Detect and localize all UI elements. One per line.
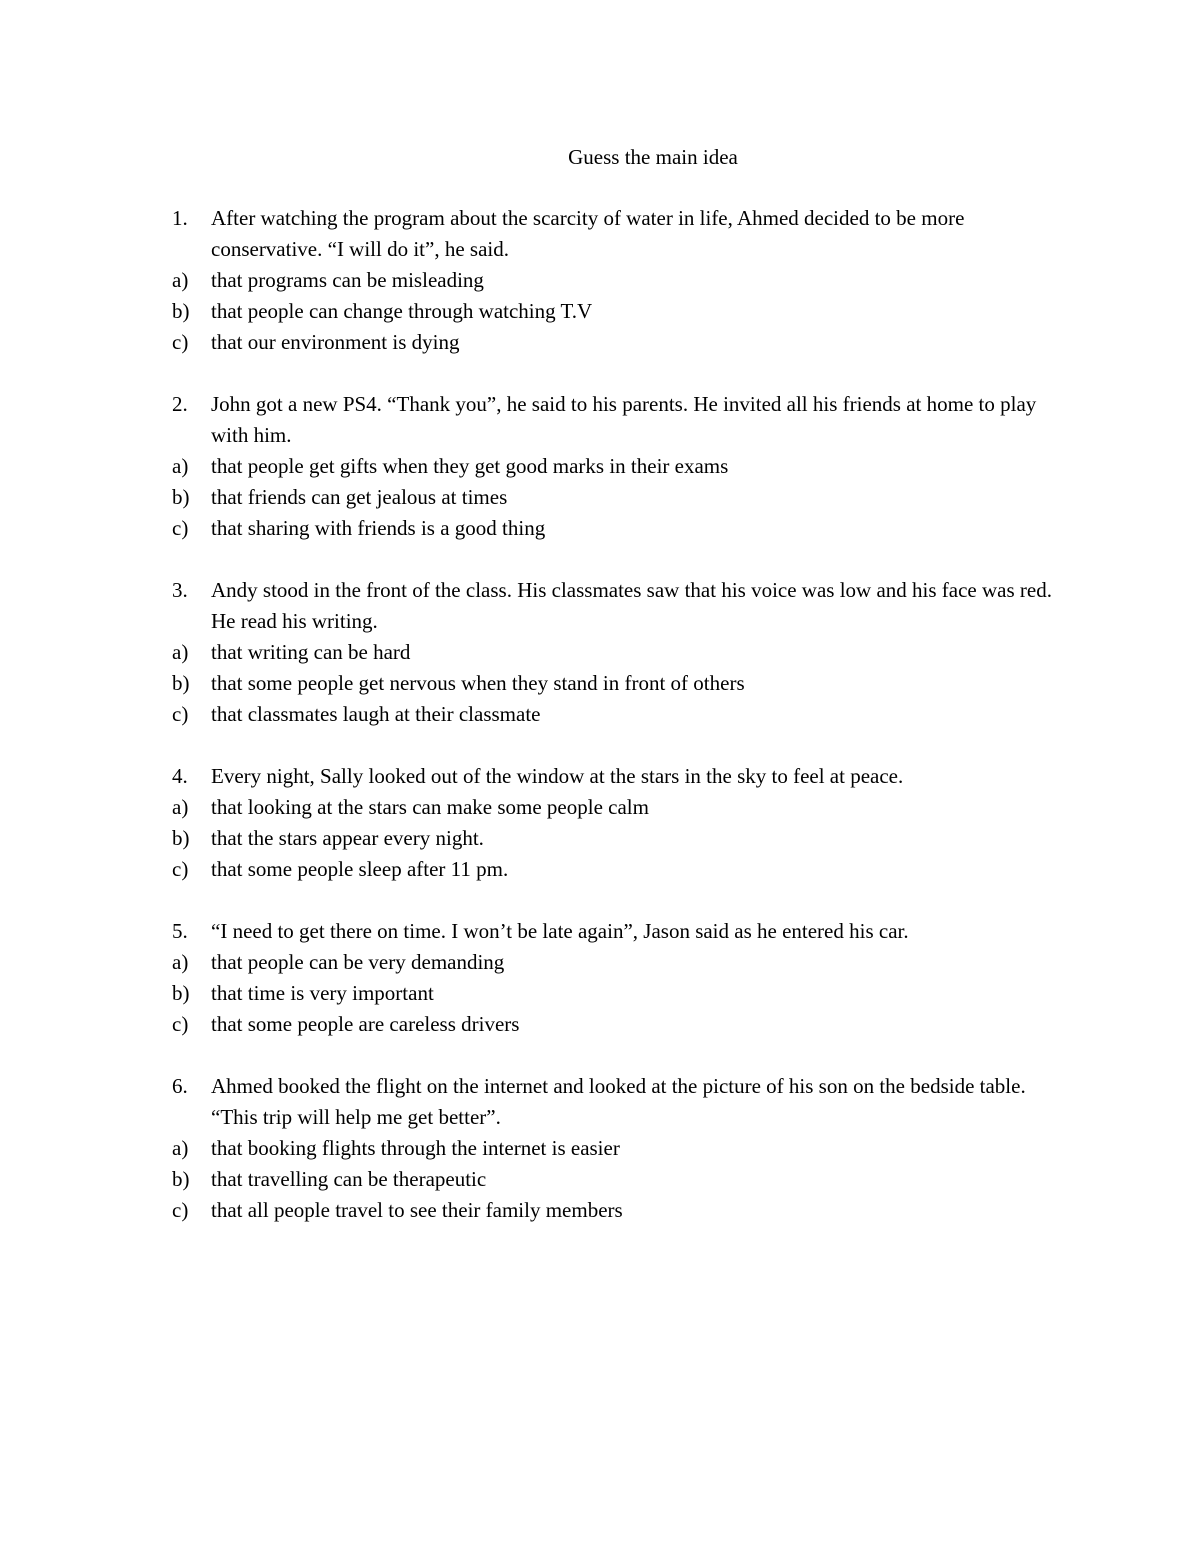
option-a [172,947,1072,978]
question-prompt-row [172,916,1072,947]
option-text: that all people travel to see their family members [211,1198,623,1222]
question-list [172,203,1072,1257]
option-letter: b) [172,826,190,850]
option-letter: c) [172,702,189,726]
option-c [172,699,1072,730]
option-text: that classmates laugh at their classmate [211,702,541,726]
option-letter: a) [172,640,189,664]
question-6 [172,1071,1072,1226]
option-a [172,792,1072,823]
question-prompt-row [172,575,1072,637]
option-letter: c) [172,1012,189,1036]
question-5 [172,916,1072,1040]
option-letter: a) [172,454,189,478]
option-b [172,296,1072,327]
option-b [172,823,1072,854]
question-number: 2. [172,392,188,416]
option-letter: b) [172,1167,190,1191]
option-letter: c) [172,330,189,354]
option-text: that friends can get jealous at times [211,485,508,509]
option-letter: b) [172,299,190,323]
option-a [172,451,1072,482]
option-a [172,1133,1072,1164]
question-prompt: After watching the program about the scarcity of water in life, Ahmed decided to be more conservative. “I will do it”, he said. [211,206,965,261]
option-text: that the stars appear every night. [211,826,484,850]
option-b [172,978,1072,1009]
question-prompt: Ahmed booked the flight on the internet and looked at the picture of his son on the bedside table. “This trip will help me get better”. [211,1074,1026,1129]
option-text: that looking at the stars can make some people calm [211,795,649,819]
option-text: that writing can be hard [211,640,411,664]
question-number: 4. [172,764,188,788]
option-text: that sharing with friends is a good thing [211,516,546,540]
question-prompt: “I need to get there on time. I won’t be late again”, Jason said as he entered his car. [211,919,909,943]
question-number: 5. [172,919,188,943]
question-2 [172,389,1072,544]
question-3 [172,575,1072,730]
question-prompt-row [172,761,1072,792]
option-letter: c) [172,1198,189,1222]
question-prompt: Every night, Sally looked out of the window at the stars in the sky to feel at peace. [211,764,904,788]
option-letter: c) [172,516,189,540]
question-number: 6. [172,1074,188,1098]
question-number: 3. [172,578,188,602]
option-text: that some people get nervous when they stand in front of others [211,671,745,695]
option-text: that time is very important [211,981,434,1005]
option-text: that people get gifts when they get good marks in their exams [211,454,729,478]
option-text: that booking flights through the internet is easier [211,1136,620,1160]
option-c [172,1195,1072,1226]
option-letter: a) [172,795,189,819]
option-a [172,637,1072,668]
question-prompt-row [172,389,1072,451]
option-letter: a) [172,1136,189,1160]
page-title: Guess the main idea [568,145,738,169]
question-prompt: John got a new PS4. “Thank you”, he said to his parents. He invited all his friends at home to play with him. [211,392,1037,447]
option-text: that people can change through watching T.V [211,299,593,323]
question-number: 1. [172,206,188,230]
option-letter: a) [172,268,189,292]
question-4 [172,761,1072,885]
option-text: that our environment is dying [211,330,460,354]
option-c [172,1009,1072,1040]
option-b [172,668,1072,699]
option-text: that some people sleep after 11 pm. [211,857,509,881]
option-letter: c) [172,857,189,881]
option-text: that some people are careless drivers [211,1012,520,1036]
option-c [172,513,1072,544]
question-prompt-row [172,203,1072,265]
question-1 [172,203,1072,358]
option-letter: b) [172,671,190,695]
question-prompt-row [172,1071,1072,1133]
option-text: that travelling can be therapeutic [211,1167,487,1191]
option-letter: b) [172,981,190,1005]
option-text: that people can be very demanding [211,950,505,974]
option-a [172,265,1072,296]
option-b [172,1164,1072,1195]
option-letter: b) [172,485,190,509]
option-text: that programs can be misleading [211,268,484,292]
question-prompt: Andy stood in the front of the class. His classmates saw that his voice was low and his face was red. He read his writing. [211,578,1052,633]
option-c [172,327,1072,358]
option-letter: a) [172,950,189,974]
option-b [172,482,1072,513]
option-c [172,854,1072,885]
